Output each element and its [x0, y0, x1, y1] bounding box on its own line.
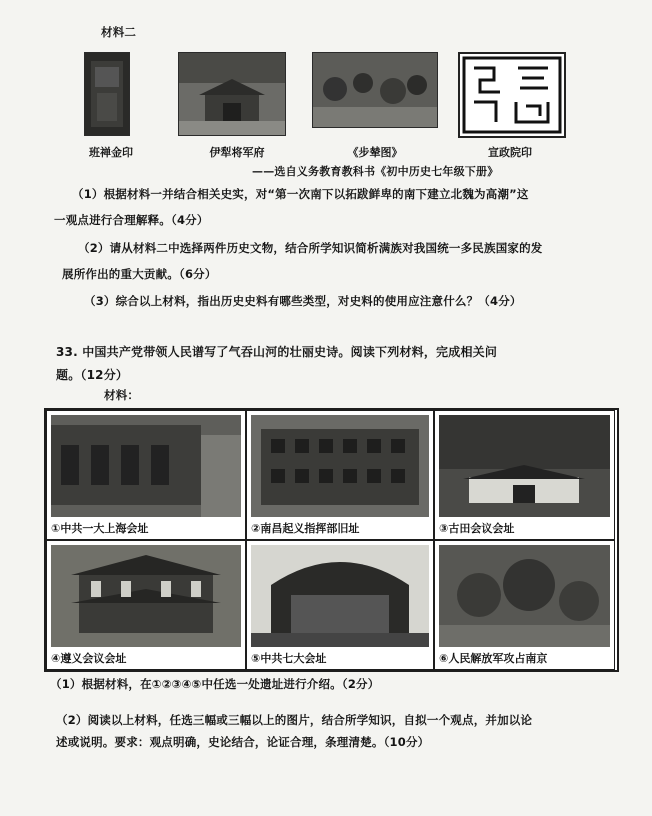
photo-cell-5	[246, 540, 434, 670]
q33-sub2-line2: 述或说明。要求：观点明确，史论结合，论证合理，条理清楚。（10分）	[56, 735, 430, 749]
photo-label-5: ⑤中共七大会址	[251, 652, 327, 665]
q32-sub1-line1: （1）根据材料一并结合相关史实，对“第一次南下以拓跋鲜卑的南下建立北魏为高潮”这	[72, 187, 529, 201]
photo-label-2: ②南昌起义指挥部旧址	[251, 522, 360, 535]
photo-cell-3	[434, 410, 615, 540]
seventh-congress-image	[251, 545, 429, 647]
q32-sub2-line2: 展所作出的重大贡献。（6分）	[62, 267, 217, 281]
xuanzheng-seal-image	[458, 52, 566, 138]
q33-sub2-line1: （2）阅读以上材料，任选三幅或三幅以上的图片，结合所学知识，自拟一个观点，并加以论	[56, 713, 533, 727]
bunian-painting-image	[312, 52, 438, 128]
photo-label-1: ①中共一大上海会址	[51, 522, 149, 535]
photo-cell-1	[46, 410, 246, 540]
golden-seal-image	[84, 52, 130, 136]
photo-grid	[44, 408, 619, 672]
q33-intro-line2: 题。（12分）	[56, 368, 129, 382]
ili-general-mansion-image	[178, 52, 286, 136]
q33-intro-line1: 33. 中国共产党带领人民谱写了气吞山河的壮丽史诗。阅读下列材料，完成相关问	[56, 345, 498, 359]
gutian-site-image	[439, 415, 610, 517]
photo-cell-4	[46, 540, 246, 670]
q33-sub1: （1）根据材料，在①②③④⑤中任选一处遗址进行介绍。（2分）	[50, 677, 380, 691]
nanchang-site-image	[251, 415, 429, 517]
ili-general-mansion-caption: 伊犁将军府	[209, 146, 265, 159]
photo-cell-2	[246, 410, 434, 540]
photo-label-6: ⑥人民解放军攻占南京	[439, 652, 548, 665]
photo-cell-6	[434, 540, 615, 670]
material2-source: ——选自义务教育教科书《初中历史七年级下册》	[252, 165, 499, 178]
material2-heading: 材料二	[101, 25, 137, 39]
nanjing-capture-image	[439, 545, 610, 647]
xuanzheng-seal-caption: 宣政院印	[488, 146, 532, 159]
photo-label-3: ③古田会议会址	[439, 522, 515, 535]
q32-sub3: （3）综合以上材料，指出历史史料有哪些类型，对史料的使用应注意什么？（4分）	[84, 294, 522, 308]
q33-material-label: 材料：	[104, 388, 140, 402]
q32-sub2-line1: （2）请从材料二中选择两件历史文物，结合所学知识简析满族对我国统一多民族国家的发	[78, 241, 543, 255]
golden-seal-caption: 班禅金印	[89, 146, 133, 159]
shanghai-site-image	[51, 415, 241, 517]
bunian-painting-caption: 《步辇图》	[347, 146, 403, 159]
q32-sub1-line2: 一观点进行合理解释。（4分）	[54, 213, 209, 227]
zunyi-site-image	[51, 545, 241, 647]
photo-label-4: ④遵义会议会址	[51, 652, 127, 665]
